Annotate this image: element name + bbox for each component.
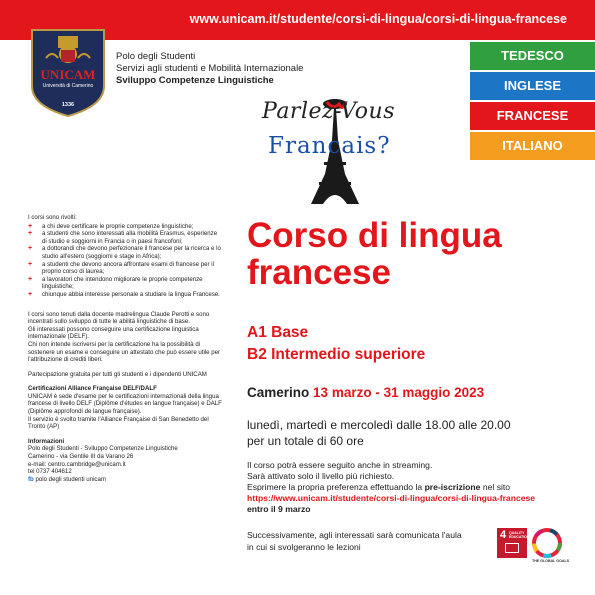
info-line: Camerino - via Gentile III da Varano 26 bbox=[28, 453, 134, 461]
facebook-text: polo degli studenti unicam bbox=[35, 475, 106, 483]
lang-inglese[interactable]: INGLESE bbox=[470, 72, 595, 100]
registration-deadline: entro il 9 marzo bbox=[247, 504, 311, 514]
after-line-1: Successivamente, agli interessati sarà comunicata l'aula bbox=[247, 530, 462, 540]
lang-tedesco[interactable]: TEDESCO bbox=[470, 42, 595, 70]
cert-paragraph: Gli interessati possono conseguire una certificazione linguistica internazionale (DELF). bbox=[28, 325, 199, 341]
org-info bbox=[116, 51, 303, 87]
unicam-year: 1336 bbox=[61, 102, 75, 108]
preiscrizione-label: pre-iscrizione bbox=[424, 482, 481, 492]
info-email[interactable]: e-mail: centro.cambridge@unicam.it bbox=[28, 460, 126, 468]
global-goals-wheel-icon bbox=[532, 528, 562, 558]
targets-intro: I corsi sono rivolti: bbox=[28, 214, 77, 221]
unicam-name: UNICAM bbox=[40, 67, 96, 82]
hours-line-2: per un totale di 60 ore bbox=[247, 434, 364, 448]
sdg-goal-label: QUALITY EDUCATION bbox=[509, 531, 530, 539]
list-item: + a studenti che devono ancora affrontare esami di francese per il proprio corso di laurea; bbox=[28, 261, 223, 276]
stream-line-3c: nel sito bbox=[480, 482, 511, 492]
course-title bbox=[247, 217, 502, 291]
course-url[interactable]: www.unicam.it/studente/corsi-di-lingua/corsi-di-lingua-francese bbox=[189, 12, 567, 26]
lang-italiano[interactable]: ITALIANO bbox=[470, 132, 595, 160]
org-line-2: Servizi agli studenti e Mobilità Internazionale bbox=[116, 63, 304, 74]
list-item: + a studenti che sono interessati alla mobilità Erasmus, esperienze di studio e soggiorni in Francia o in paesi francofoni; bbox=[28, 230, 223, 245]
facebook-icon: fb bbox=[28, 475, 34, 483]
course-hours bbox=[247, 417, 511, 449]
course-period: 13 marzo - 31 maggio 2023 bbox=[313, 385, 485, 400]
global-goals-label: THE GLOBAL GOALS bbox=[532, 559, 570, 563]
stream-line-3a: Esprimere la propria preferenza effettuando la bbox=[247, 482, 425, 492]
after-line-2: in cui si svolgeranno le lezioni bbox=[247, 541, 361, 552]
list-item: + a dottorandi che devono perfezionare il francese per la ricerca e lo studio all'estero (soggiorni e stage in Africa); bbox=[28, 245, 223, 260]
info-line: Polo degli Studenti - Sviluppo Competenze Linguistiche bbox=[28, 445, 178, 453]
course-logo-bottom: Francais? bbox=[268, 133, 391, 159]
cert-service: Il servizio è svolto tramite l'Alliance Française di San Benedetto del Tronto (AP) bbox=[28, 415, 209, 431]
stream-line-3 bbox=[247, 482, 567, 493]
list-item: + a chi deve certificare le proprie competenze linguistiche; bbox=[28, 223, 223, 231]
attestato-paragraph: Chi non intende iscriversi per la certificazione ha la possibilità di sostenere un esame e conseguire un attestato che può essere utile per l'attribuzione di crediti liberi. bbox=[28, 340, 221, 364]
targets-list bbox=[28, 223, 223, 299]
language-list bbox=[470, 42, 595, 162]
teacher-paragraph: I corsi sono tenuti dalla docente madrelingua Claude Perotti e sono incentrati sullo sviluppo di tutte le abilità linguistiche di base. bbox=[28, 310, 210, 326]
sdg-quality-education-icon bbox=[497, 528, 530, 558]
book-icon bbox=[505, 543, 519, 553]
streaming-info bbox=[247, 460, 567, 515]
cert-title: Certificazioni Alliance Française DELF/DALF bbox=[28, 385, 157, 393]
course-city: Camerino bbox=[247, 385, 310, 400]
cert-text: UNICAM è sede d'esame per le certificazioni internazionali della lingua francese di livello DELF (Diplôme d'études en langue française) e DALF (Diplôme approfondi de langue française). bbox=[28, 392, 222, 416]
title-line-1: Corso di lingua bbox=[247, 216, 502, 255]
stream-line-2: Sarà attivato solo il livello più richiesto. bbox=[247, 471, 395, 481]
unicam-subtitle: Università di Camerino bbox=[42, 83, 94, 89]
course-levels bbox=[247, 322, 425, 366]
list-item: + chiunque abbia interesse personale a studiare la lingua Francese. bbox=[28, 291, 223, 299]
info-title: Informazioni bbox=[28, 437, 65, 445]
facebook-line[interactable] bbox=[28, 476, 223, 484]
title-line-2: francese bbox=[247, 253, 391, 292]
registration-link[interactable]: https://www.unicam.it/studente/corsi-di-lingua/corsi-di-lingua-francese bbox=[247, 493, 536, 503]
level-a1: A1 Base bbox=[247, 324, 309, 341]
info-phone: tel 0737 404612 bbox=[28, 468, 72, 476]
org-line-1: Polo degli Studenti bbox=[116, 51, 196, 62]
course-dates bbox=[247, 385, 484, 400]
classroom-info bbox=[247, 530, 477, 553]
free-paragraph: Partecipazione gratuita per tutti gli studenti e i dipendenti UNICAM bbox=[28, 370, 207, 378]
course-logo-top: Parlez-Vous bbox=[262, 99, 395, 124]
stream-line-1: Il corso potrà essere seguito anche in streaming. bbox=[247, 460, 433, 470]
lang-francese[interactable]: FRANCESE bbox=[470, 102, 595, 130]
unicam-logo bbox=[30, 28, 106, 118]
list-item: + a lavoratori che intendono migliorare le proprie competenze linguistiche; bbox=[28, 276, 223, 291]
sdg-goal-number: 4 bbox=[500, 529, 507, 541]
hours-line-1: lunedì, martedì e mercoledì dalle 18.00 alle 20.00 bbox=[247, 418, 511, 432]
level-b2: B2 Intermedio superiore bbox=[247, 346, 426, 363]
left-column bbox=[28, 214, 223, 483]
org-line-3: Sviluppo Competenze Linguistiche bbox=[116, 75, 274, 86]
